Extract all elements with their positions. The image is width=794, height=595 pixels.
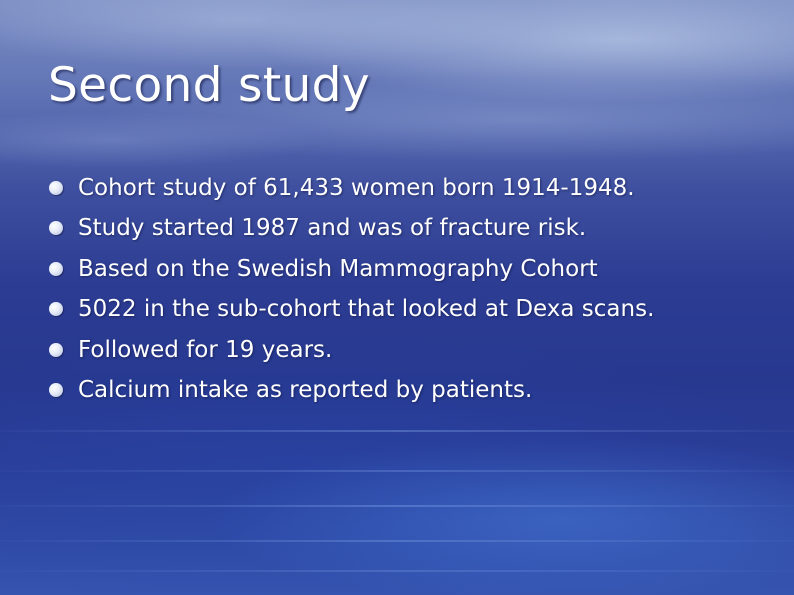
- background-wave: [0, 505, 794, 507]
- background-wave: [0, 430, 794, 432]
- bullet-item: [48, 168, 654, 208]
- bullet-text: Calcium intake as reported by patients.: [78, 376, 533, 403]
- bullet-text: Followed for 19 years.: [78, 336, 333, 363]
- bullet-dot-icon: [49, 383, 63, 397]
- bullet-dot-icon: [49, 302, 63, 316]
- slide-title: Second study: [48, 58, 370, 113]
- bullet-text: Based on the Swedish Mammography Cohort: [78, 255, 598, 282]
- bullet-item: [48, 330, 654, 370]
- bullet-text: Cohort study of 61,433 women born 1914-1948.: [78, 175, 635, 201]
- bullet-text: 5022 in the sub-cohort that looked at Dexa scans.: [78, 296, 655, 323]
- bullet-list: [48, 168, 654, 410]
- bullet-item: [48, 208, 654, 248]
- bullet-dot-icon: [49, 343, 63, 357]
- bullet-item: [48, 249, 654, 289]
- bullet-item: [48, 289, 654, 329]
- background-wave: [0, 470, 794, 472]
- bullet-dot-icon: [49, 221, 63, 235]
- background-wave: [0, 540, 794, 542]
- bullet-dot-icon: [49, 262, 63, 276]
- bullet-item: [48, 370, 654, 410]
- bullet-dot-icon: [49, 181, 63, 195]
- background-wave: [0, 570, 794, 572]
- bullet-text: Study started 1987 and was of fracture risk.: [78, 215, 587, 242]
